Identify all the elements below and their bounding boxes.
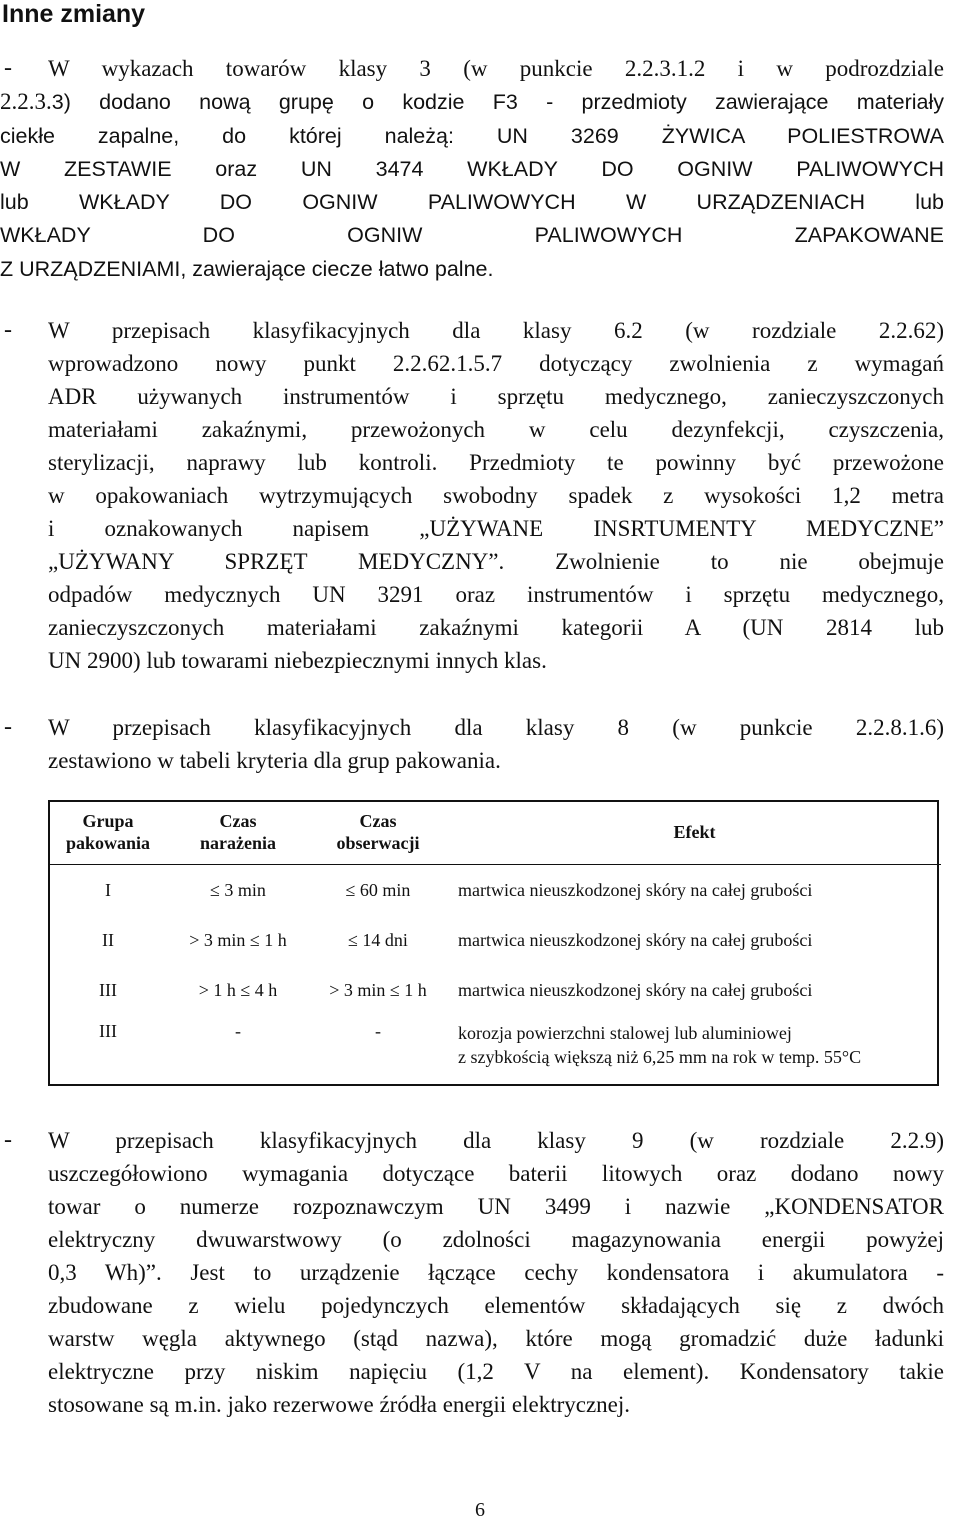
paragraph-line: elektryczny dwuwarstwowy (o zdolności magazynowania energii powyżej bbox=[48, 1227, 944, 1252]
paragraph-line: towar o numerze rozpoznawczym UN 3499 i nazwie „KONDENSATOR bbox=[48, 1194, 944, 1219]
paragraph-line: W przepisach klasyfikacyjnych dla klasy 9 (w rozdziale 2.2.9) bbox=[48, 1128, 944, 1153]
paragraph-line: 0,3 Wh)”. Jest to urządzenie łączące cechy kondensatora i akumulatora - bbox=[48, 1260, 944, 1285]
paragraph-line: materiałami zakaźnymi, przewożonych w celu dezynfekcji, czyszczenia, bbox=[48, 417, 944, 442]
cell-group: III bbox=[99, 1021, 117, 1041]
cell-observation: ≤ 60 min bbox=[345, 879, 411, 900]
cell-effect: martwica nieuszkodzonej skóry na całej grubości bbox=[458, 979, 813, 1000]
paragraph-class-6-2 bbox=[48, 314, 944, 677]
paragraph-line: W przepisach klasyfikacyjnych dla klasy 6.2 (w rozdziale 2.2.62) bbox=[48, 318, 944, 343]
cell-effect: martwica nieuszkodzonej skóry na całej grubości bbox=[458, 879, 813, 900]
cell-group: III bbox=[99, 979, 117, 1000]
bullet-dash: - bbox=[4, 1127, 12, 1153]
header-line: pakowania bbox=[65, 833, 151, 853]
paragraph-line: zestawiono w tabeli kryteria dla grup pakowania. bbox=[48, 748, 501, 773]
table-row bbox=[48, 1015, 941, 1083]
paragraph-line: i oznakowanych napisem „UŻYWANE INSRTUMENTY MEDYCZNE” bbox=[48, 516, 944, 541]
paragraph-line: elektryczne przy niskim napięciu (1,2 V na element). Kondensatory takie bbox=[48, 1359, 944, 1384]
paragraph-line: Z URZĄDZENIAMI, zawierające ciecze łatwo palne. bbox=[0, 256, 494, 281]
table-header-row bbox=[48, 800, 941, 865]
cell-exposure: ≤ 3 min bbox=[210, 879, 266, 900]
cell-observation: > 3 min ≤ 1 h bbox=[329, 979, 427, 1000]
column-header-group bbox=[48, 800, 168, 865]
table-row bbox=[48, 915, 941, 965]
paragraph-line: zbudowane z wielu pojedynczych elementów składających się z dwóch bbox=[48, 1293, 944, 1318]
bullet-dash: - bbox=[4, 55, 12, 81]
cell-group: I bbox=[105, 879, 111, 900]
header-line: Grupa bbox=[82, 811, 134, 831]
paragraph-line: odpadów medycznych UN 3291 oraz instrumentów i sprzętu medycznego, bbox=[48, 582, 944, 607]
page-number: 6 bbox=[475, 1499, 485, 1521]
cell-effect-line: korozja powierzchni stalowej lub aluminiowej bbox=[458, 1023, 792, 1043]
bullet-dash: - bbox=[4, 714, 12, 740]
column-header-observation bbox=[308, 800, 448, 865]
paragraph-line: W przepisach klasyfikacyjnych dla klasy 8 (w punkcie 2.2.8.1.6) bbox=[48, 715, 944, 740]
header-line: narażenia bbox=[200, 833, 276, 853]
paragraph-line: ADR używanych instrumentów i sprzętu medycznego, zanieczyszczonych bbox=[48, 384, 944, 409]
paragraph-line: UN 2900) lub towarami niebezpiecznymi innych klas. bbox=[48, 648, 547, 673]
paragraph-line-rest: 3) dodano nową grupę o kodzie F3 - przedmioty zawierające materiały bbox=[51, 90, 944, 115]
cell-group: II bbox=[102, 929, 114, 950]
cell-exposure: > 3 min ≤ 1 h bbox=[189, 929, 287, 950]
cell-observation: ≤ 14 dni bbox=[348, 929, 408, 950]
paragraph-line: w opakowaniach wytrzymujących swobodny spadek z wysokości 1,2 metra bbox=[48, 483, 944, 508]
paragraph-class-8 bbox=[48, 711, 944, 777]
paragraph-line: zanieczyszczonych materiałami zakaźnymi kategorii A (UN 2814 lub bbox=[48, 615, 944, 640]
paragraph-line-prefix: 2.2.3. bbox=[0, 89, 52, 115]
header-line: Czas bbox=[359, 811, 397, 831]
bullet-dash: - bbox=[4, 317, 12, 343]
table-row bbox=[48, 965, 941, 1015]
paragraph-line: warstw węgla aktywnego (stąd nazwa), które mogą gromadzić duże ładunki bbox=[48, 1326, 944, 1351]
header-line: obserwacji bbox=[336, 833, 420, 853]
section-heading: Inne zmiany bbox=[2, 0, 146, 28]
paragraph-line: W wykazach towarów klasy 3 (w punkcie 2.2.3.1.2 i w podrozdziale bbox=[48, 56, 944, 81]
cell-effect bbox=[448, 1015, 941, 1083]
header-line: Czas bbox=[219, 811, 257, 831]
table-row bbox=[48, 865, 941, 916]
paragraph-class-3 bbox=[0, 52, 944, 286]
cell-effect: martwica nieuszkodzonej skóry na całej grubości bbox=[458, 929, 813, 950]
paragraph-line bbox=[0, 85, 944, 119]
cell-exposure: > 1 h ≤ 4 h bbox=[198, 979, 278, 1000]
paragraph-line: sterylizacji, naprawy lub kontroli. Przedmioty te powinny być przewożone bbox=[48, 450, 944, 475]
cell-observation: - bbox=[375, 1021, 381, 1041]
paragraph-class-9 bbox=[48, 1124, 944, 1421]
column-header-effect: Efekt bbox=[448, 800, 941, 865]
column-header-exposure bbox=[168, 800, 308, 865]
paragraph-line: stosowane są m.in. jako rezerwowe źródła energii elektrycznej. bbox=[48, 1392, 631, 1417]
packing-group-criteria-table bbox=[48, 800, 941, 1083]
paragraph-line: ciekłe zapalne, do której należą: UN 3269 ŻYWICA POLIESTROWA bbox=[0, 123, 944, 148]
cell-effect-line: z szybkością większą niż 6,25 mm na rok w temp. 55°C bbox=[458, 1047, 862, 1067]
paragraph-line: lub WKŁADY DO OGNIW PALIWOWYCH W URZĄDZENIACH lub bbox=[0, 190, 944, 215]
cell-exposure: - bbox=[235, 1021, 241, 1041]
paragraph-line: uszczegółowiono wymagania dotyczące baterii litowych oraz dodano nowy bbox=[48, 1161, 944, 1186]
paragraph-line: WKŁADY DO OGNIW PALIWOWYCH ZAPAKOWANE bbox=[0, 223, 944, 248]
paragraph-line: W ZESTAWIE oraz UN 3474 WKŁADY DO OGNIW PALIWOWYCH bbox=[0, 156, 944, 181]
paragraph-line: „UŻYWANY SPRZĘT MEDYCZNY”. Zwolnienie to nie obejmuje bbox=[48, 549, 944, 574]
paragraph-line: wprowadzono nowy punkt 2.2.62.1.5.7 dotyczący zwolnienia z wymagań bbox=[48, 351, 944, 376]
